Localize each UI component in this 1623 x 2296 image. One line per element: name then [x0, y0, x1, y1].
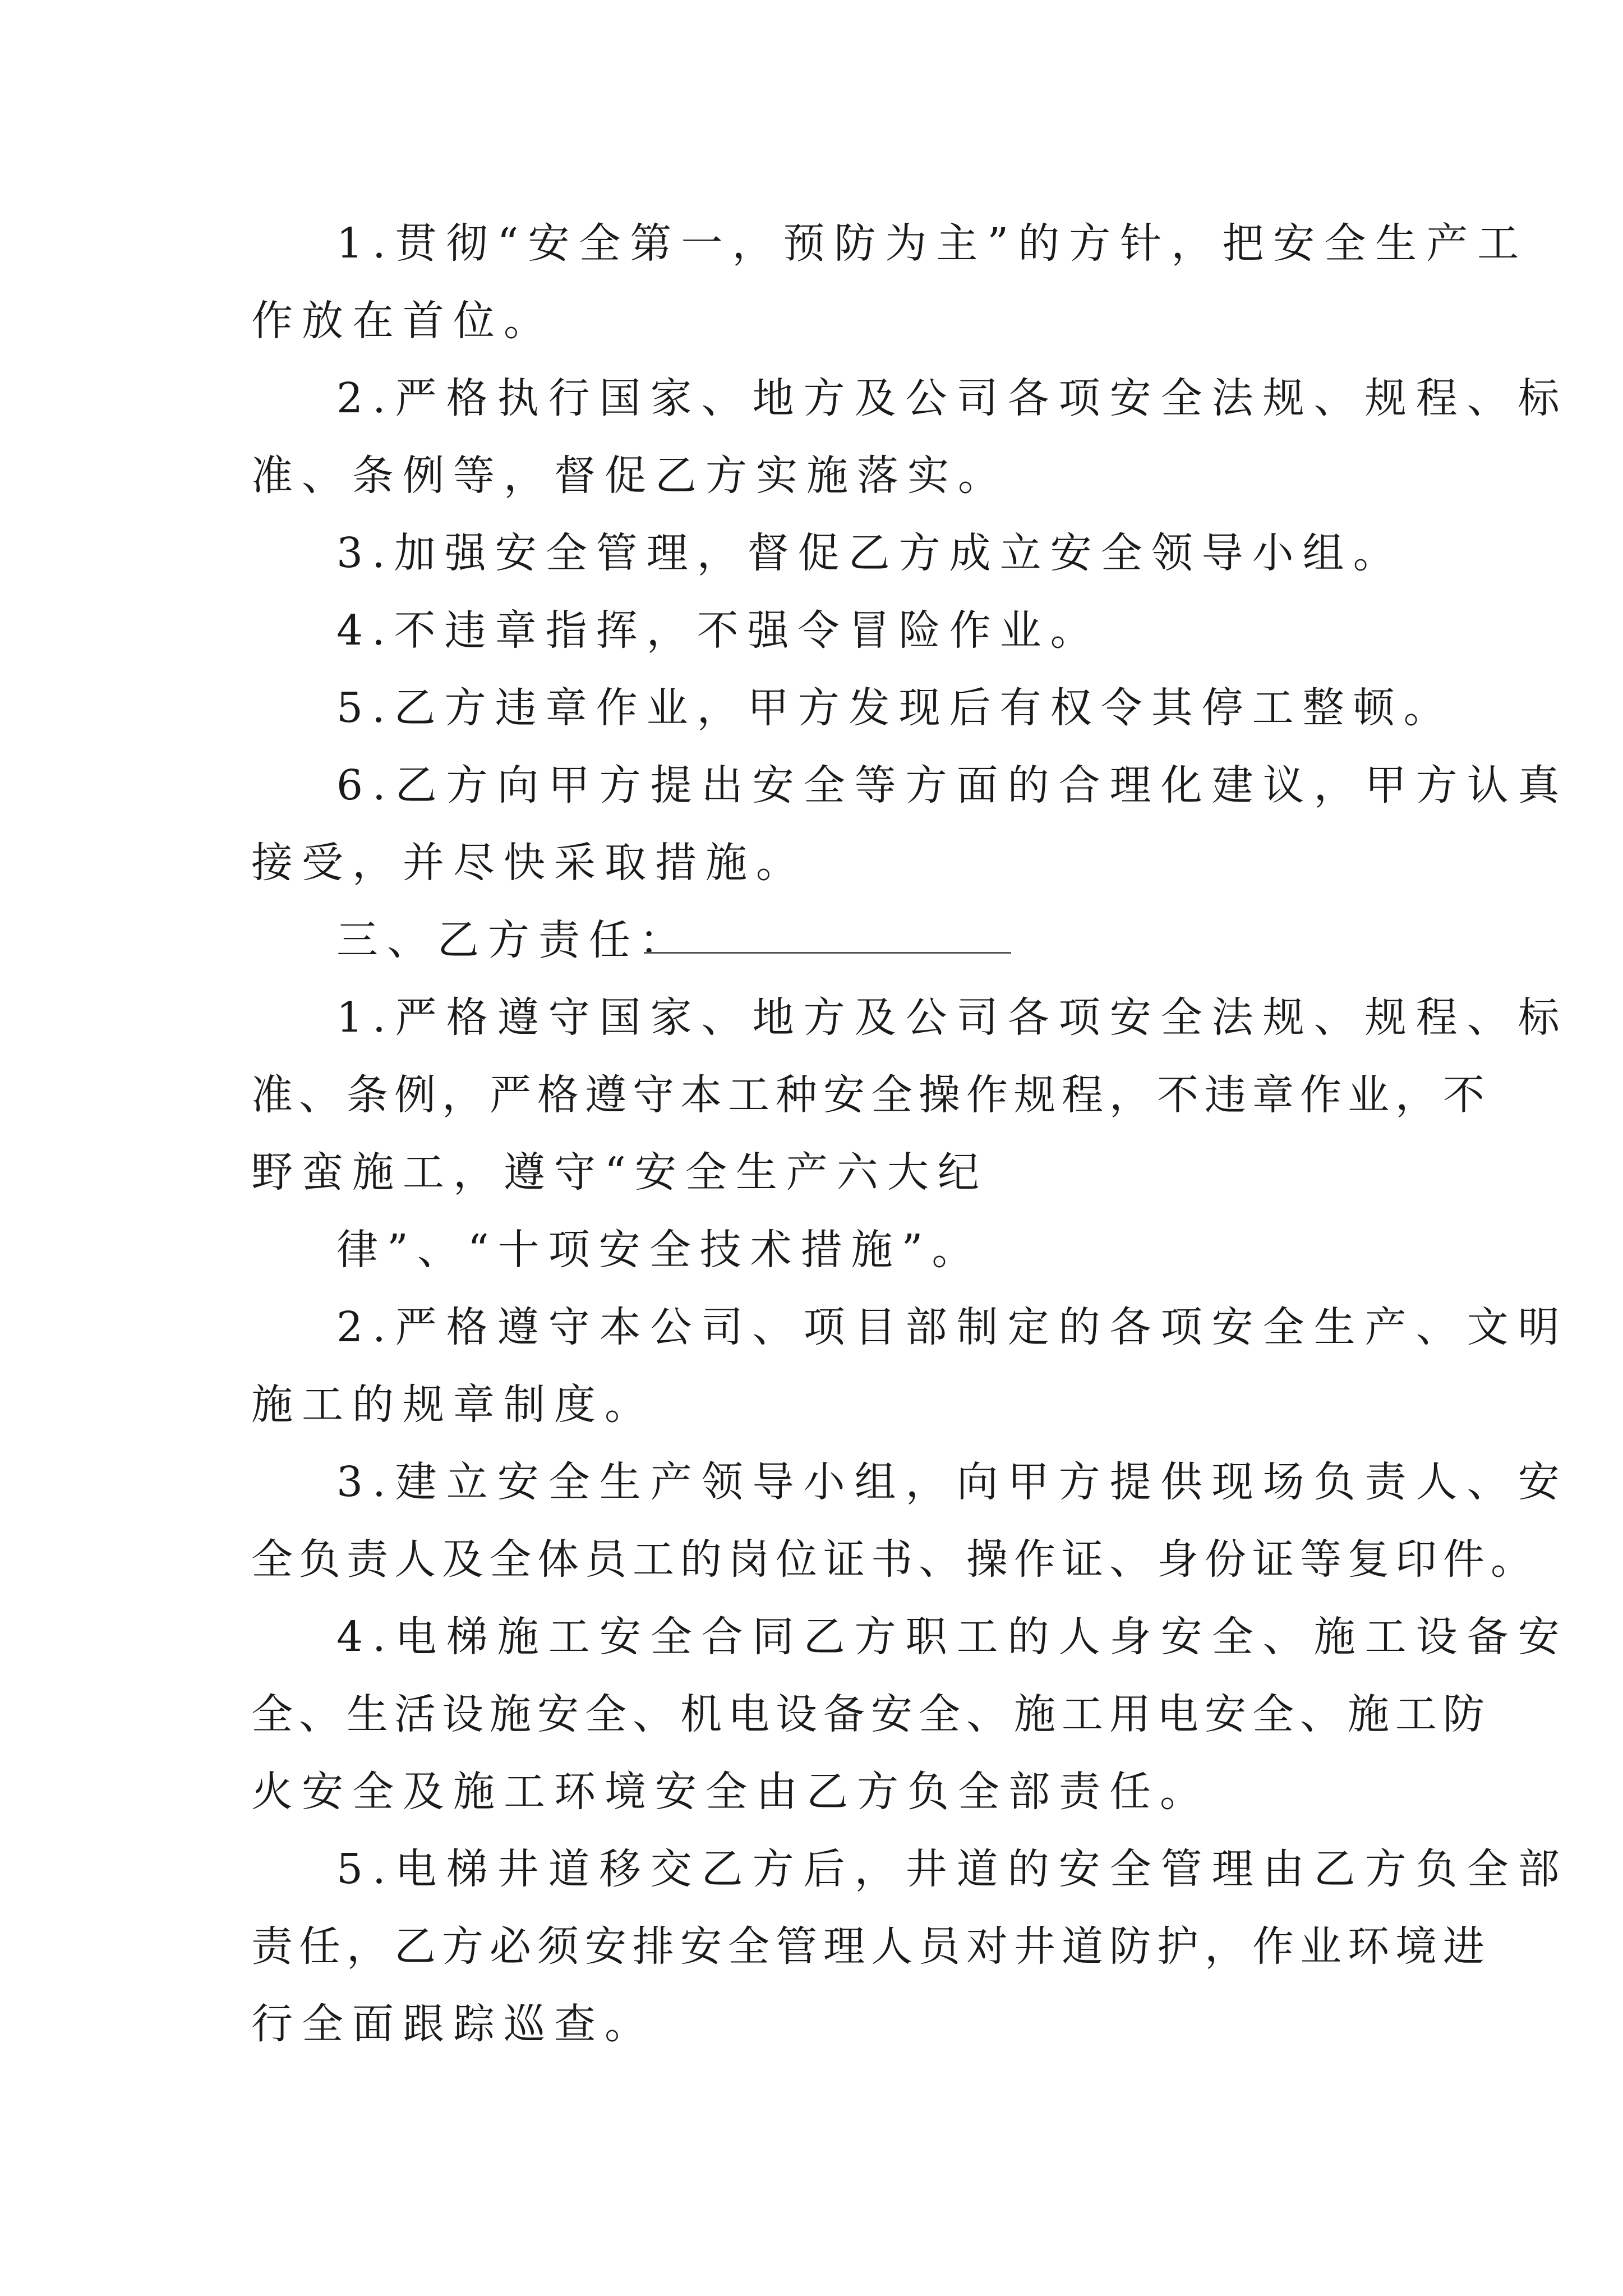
- text-line: 4.不违章指挥，不强令冒险作业。: [336, 606, 1101, 655]
- text-line: 准、条例等，督促乙方实施落实。: [251, 452, 1008, 500]
- text-line: 2.严格遵守本公司、项目部制定的各项安全生产、文明: [336, 1303, 1569, 1351]
- text-line: 律”、“十项安全技术措施”。: [336, 1226, 983, 1274]
- text-line: 火安全及施工环境安全由乙方负全部责任。: [251, 1768, 1210, 1816]
- text-line: 施工的规章制度。: [251, 1381, 655, 1429]
- text-line: 6.乙方向甲方提出安全等方面的合理化建议，甲方认真: [336, 761, 1569, 809]
- text-line: 2.严格执行国家、地方及公司各项安全法规、规程、标: [336, 374, 1569, 422]
- text-line: 接受，并尽快采取措施。: [251, 839, 806, 887]
- text-line: 1.严格遵守国家、地方及公司各项安全法规、规程、标: [336, 993, 1569, 1042]
- text-line: 责任，乙方必须安排安全管理人员对井道防护，作业环境进: [251, 1922, 1491, 1971]
- section-heading: 三、乙方责任：: [336, 916, 690, 964]
- text-line: 3.建立安全生产领导小组，向甲方提供现场负责人、安: [336, 1458, 1569, 1506]
- text-line: 全、生活设施安全、机电设备安全、施工用电安全、施工防: [251, 1690, 1491, 1738]
- blank-underline: [644, 952, 1011, 954]
- text-line: 准、条例，严格遵守本工种安全操作规程，不违章作业，不: [251, 1071, 1491, 1119]
- text-line: 3.加强安全管理，督促乙方成立安全领导小组。: [336, 529, 1404, 577]
- text-line: 4.电梯施工安全合同乙方职工的人身安全、施工设备安: [336, 1613, 1569, 1661]
- text-line: 作放在首位。: [251, 297, 554, 345]
- text-line: 5.电梯井道移交乙方后，井道的安全管理由乙方负全部: [336, 1845, 1569, 1893]
- text-line: 全负责人及全体员工的岗位证书、操作证、身份证等复印件。: [251, 1535, 1538, 1584]
- text-line: 行全面跟踪巡查。: [251, 2000, 655, 2048]
- text-line: 1.贯彻“安全第一，预防为主”的方针，把安全生产工: [336, 219, 1529, 268]
- text-line: 野蛮施工，遵守“安全生产六大纪: [251, 1148, 988, 1197]
- text-line: 5.乙方违章作业，甲方发现后有权令其停工整顿。: [336, 684, 1454, 732]
